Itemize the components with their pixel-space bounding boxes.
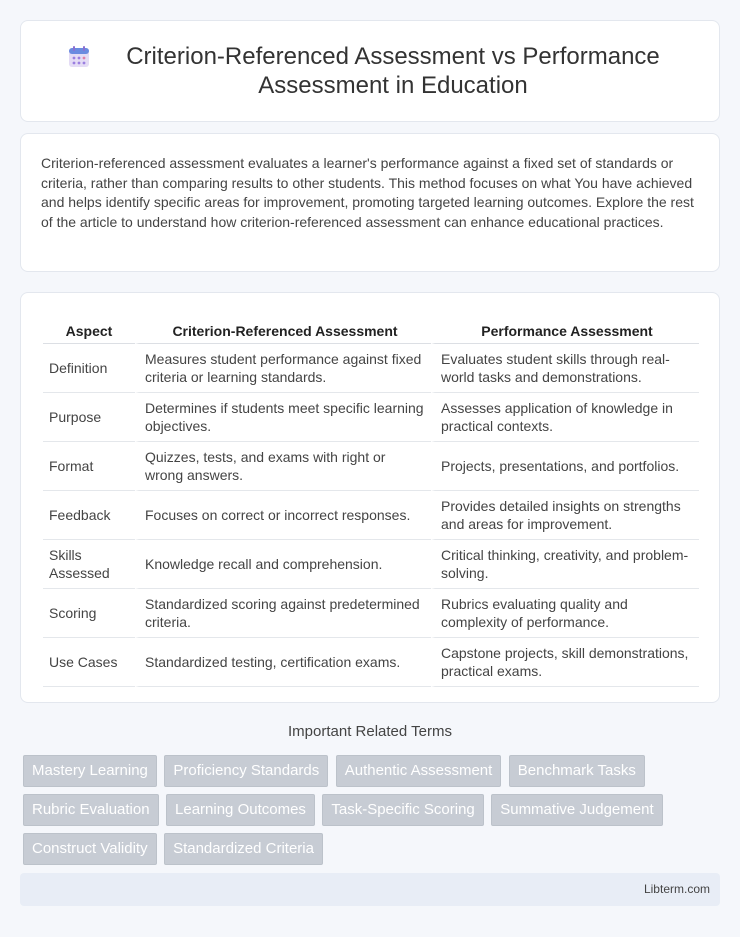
cell-criterion: Measures student performance against fixed criteria or learning standards. <box>135 344 431 393</box>
cell-aspect: Format <box>43 442 135 491</box>
cell-performance: Critical thinking, creativity, and problem-solving. <box>431 540 699 589</box>
related-term-tag[interactable]: Mastery Learning <box>23 755 157 787</box>
table-row <box>43 589 699 638</box>
header-aspect: Aspect <box>43 313 135 344</box>
related-terms-list <box>23 755 723 872</box>
table-row <box>43 491 699 540</box>
cell-aspect: Definition <box>43 344 135 393</box>
cell-aspect: Skills Assessed <box>43 540 135 589</box>
related-term-tag[interactable]: Standardized Criteria <box>164 833 323 865</box>
related-term-tag[interactable]: Authentic Assessment <box>336 755 502 787</box>
cell-performance: Provides detailed insights on strengths and areas for improvement. <box>431 491 699 540</box>
comparison-table <box>43 313 699 687</box>
intro-paragraph: Criterion-referenced assessment evaluates a learner's performance against a fixed set of standards or criteria, rather than comparing results to other students. This method focuses on what You have achieved and helps identify specific areas for improvement, promoting targeted learning outcomes. Explore the rest of the article to understand how criterion-referenced assessment can enhance educational practices. <box>41 155 694 230</box>
related-term-tag[interactable]: Proficiency Standards <box>164 755 328 787</box>
footer-site-link[interactable]: Libterm.com <box>643 882 710 896</box>
table-row <box>43 638 699 687</box>
footer <box>20 873 720 906</box>
cell-performance: Rubrics evaluating quality and complexity of performance. <box>431 589 699 638</box>
cell-performance: Evaluates student skills through real-world tasks and demonstrations. <box>431 344 699 393</box>
related-term-tag[interactable]: Benchmark Tasks <box>509 755 645 787</box>
related-term-tag[interactable]: Task-Specific Scoring <box>322 794 483 826</box>
cell-aspect: Purpose <box>43 393 135 442</box>
page-title: Criterion-Referenced Assessment vs Performance Assessment in Education <box>126 43 660 99</box>
intro-card <box>20 133 720 272</box>
cell-aspect: Feedback <box>43 491 135 540</box>
cell-aspect: Use Cases <box>43 638 135 687</box>
calendar-icon <box>67 45 91 69</box>
table-row <box>43 344 699 393</box>
cell-criterion: Quizzes, tests, and exams with right or wrong answers. <box>135 442 431 491</box>
table-header-row <box>43 313 699 344</box>
header-criterion-referenced: Criterion-Referenced Assessment <box>135 313 431 344</box>
cell-aspect: Scoring <box>43 589 135 638</box>
cell-performance: Capstone projects, skill demonstrations, practical exams. <box>431 638 699 687</box>
cell-criterion: Standardized testing, certification exams. <box>135 638 431 687</box>
table-row <box>43 393 699 442</box>
cell-criterion: Focuses on correct or incorrect responses. <box>135 491 431 540</box>
cell-performance: Assesses application of knowledge in practical contexts. <box>431 393 699 442</box>
table-row <box>43 442 699 491</box>
cell-performance: Projects, presentations, and portfolios. <box>431 442 699 491</box>
related-terms-heading: Important Related Terms <box>288 723 452 740</box>
cell-criterion: Knowledge recall and comprehension. <box>135 540 431 589</box>
header-performance: Performance Assessment <box>431 313 699 344</box>
comparison-table-card <box>20 292 720 703</box>
table-row <box>43 540 699 589</box>
cell-criterion: Determines if students meet specific learning objectives. <box>135 393 431 442</box>
related-term-tag[interactable]: Summative Judgement <box>491 794 662 826</box>
title-card <box>20 20 720 122</box>
related-term-tag[interactable]: Rubric Evaluation <box>23 794 159 826</box>
cell-criterion: Standardized scoring against predetermined criteria. <box>135 589 431 638</box>
related-term-tag[interactable]: Construct Validity <box>23 833 157 865</box>
related-term-tag[interactable]: Learning Outcomes <box>166 794 315 826</box>
